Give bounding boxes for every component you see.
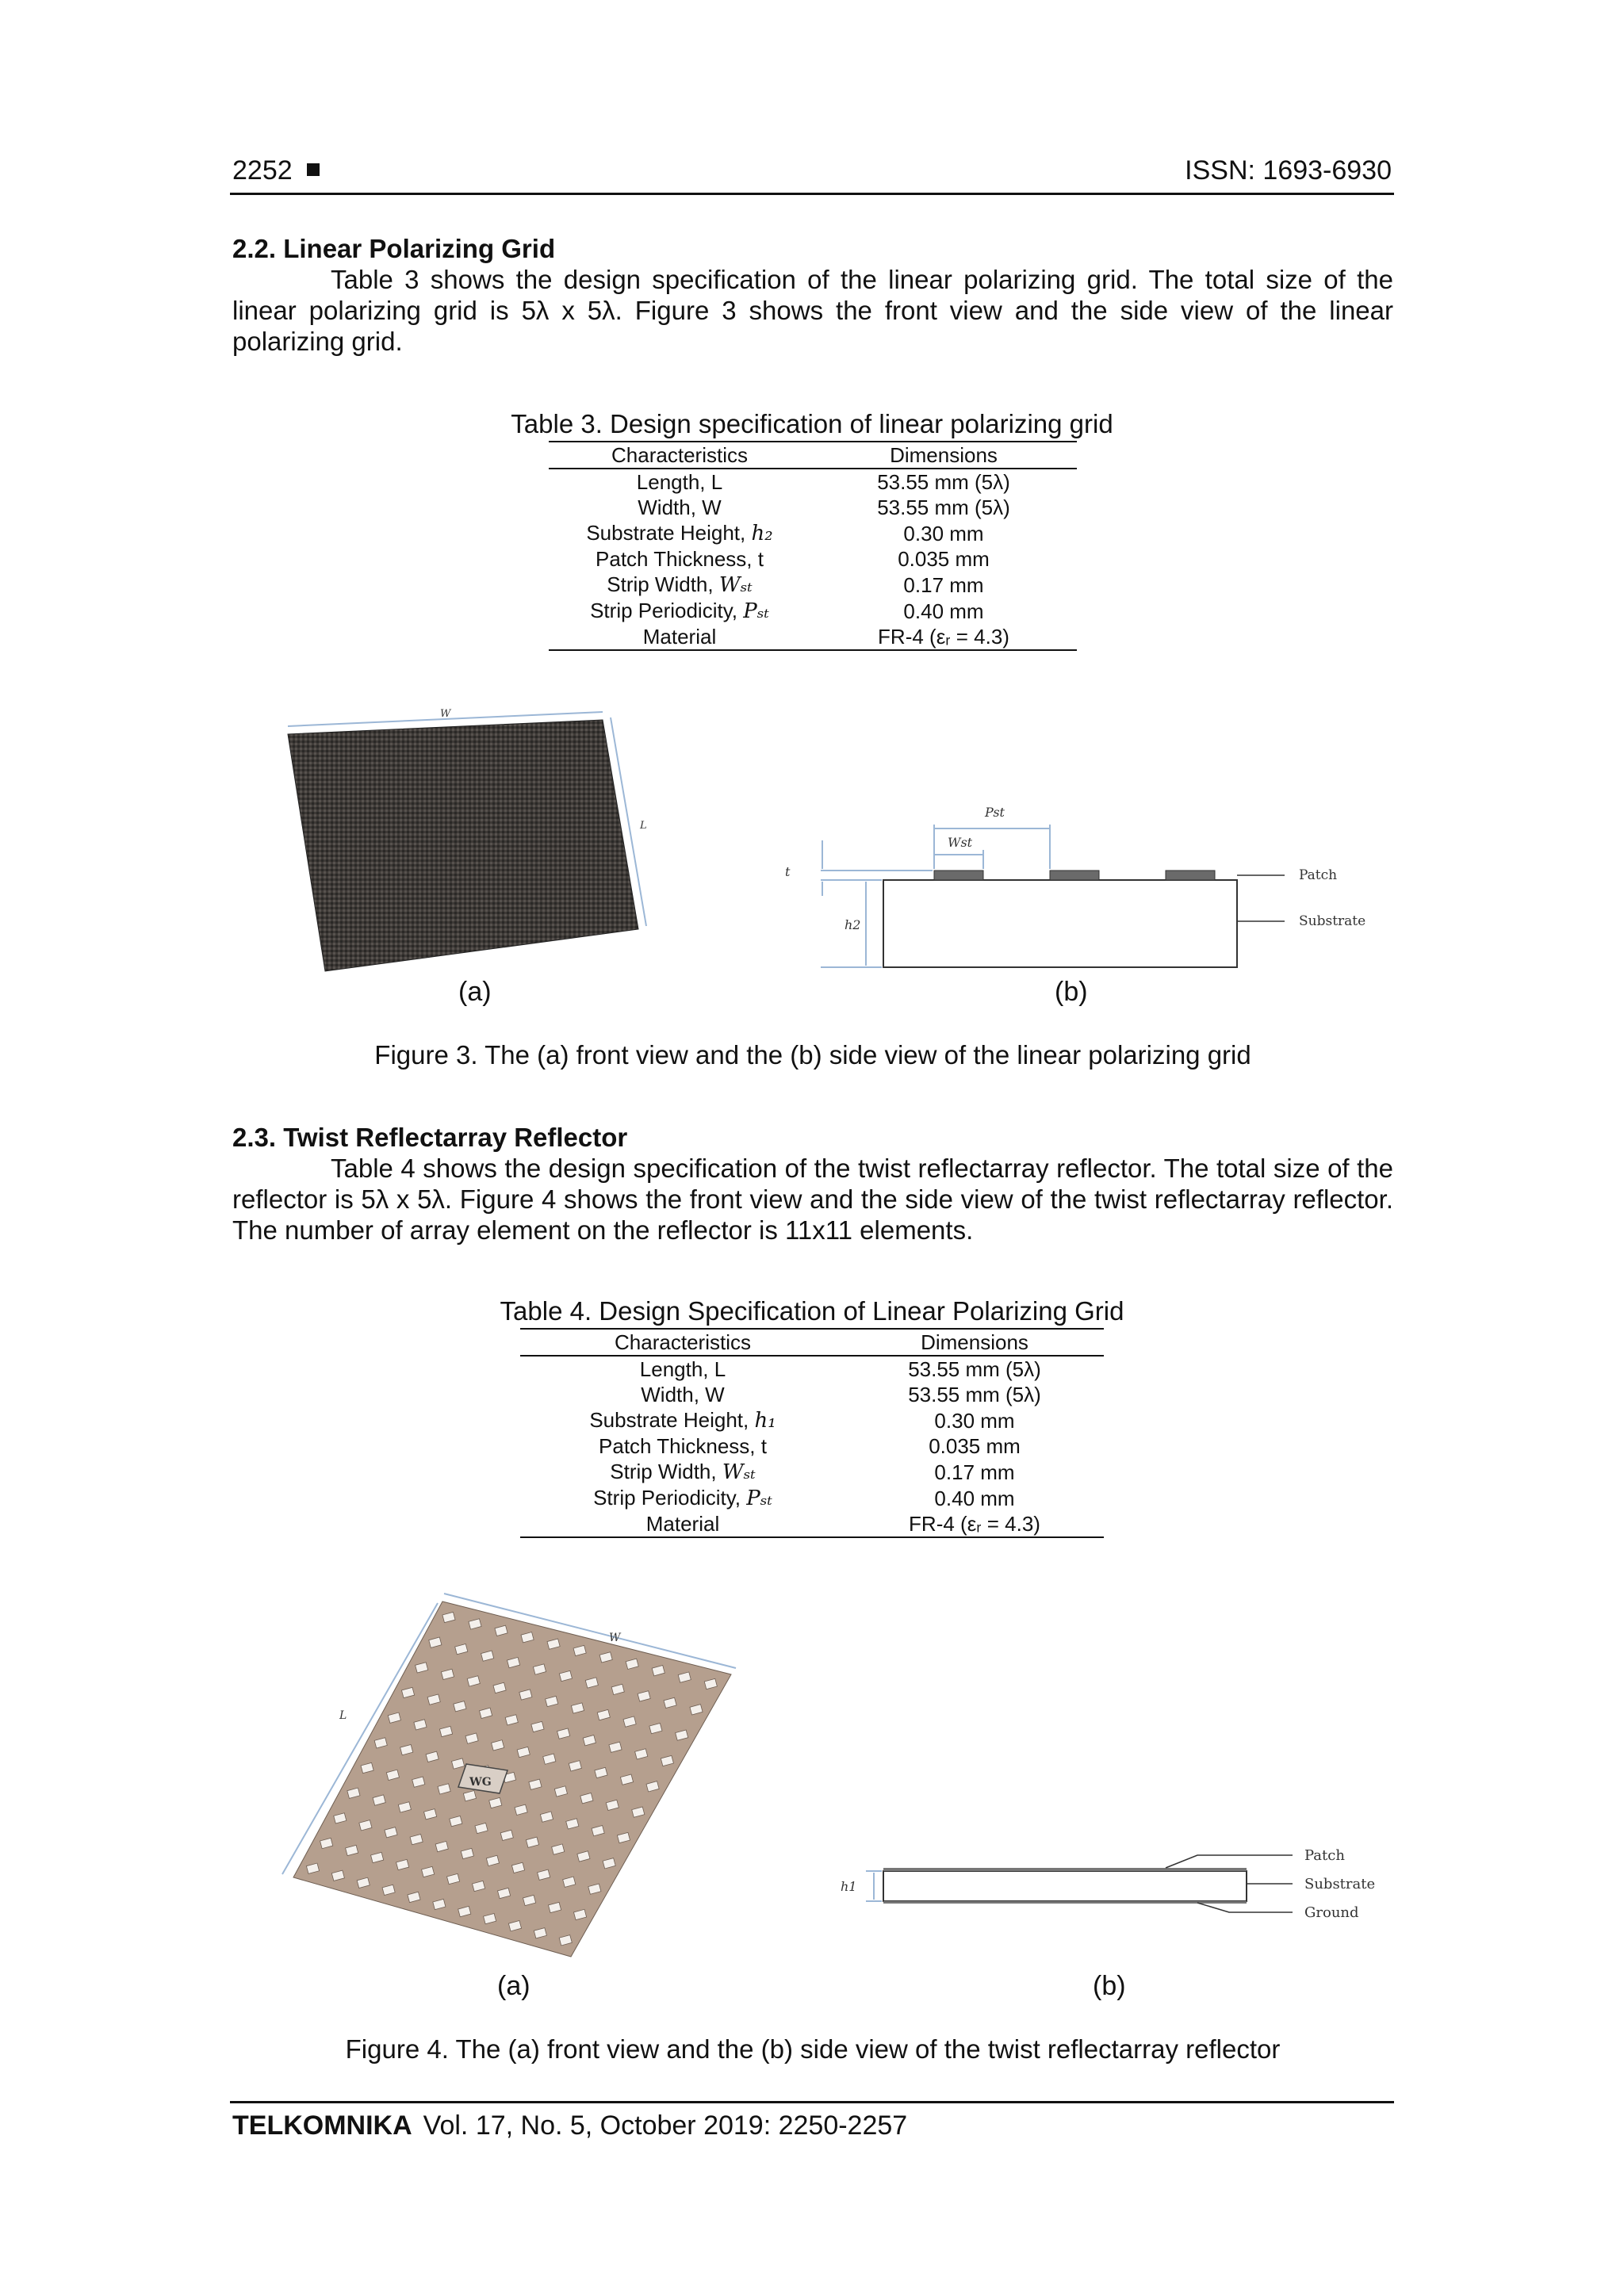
table3-cell-dim: 53.55 mm (5λ): [877, 496, 1010, 519]
table4-cell-char: Width, W: [641, 1383, 725, 1406]
section-2-2-paragraph: Table 3 shows the design specification of the linear polarizing grid. The total size of the linear polarizing grid is 5λ x 5λ. Figure 3 shows the front view and the side view of the linear polarizing grid.: [232, 265, 1393, 356]
substrate-label: Substrate: [1304, 1876, 1376, 1892]
table-row: [549, 598, 1077, 624]
length-label: L: [339, 1709, 347, 1722]
table4: [520, 1328, 1104, 1538]
table4-cell-dim: 53.55 mm (5λ): [908, 1383, 1041, 1406]
patch-label: Patch: [1304, 1847, 1345, 1864]
table4-header-characteristics: Characteristics: [520, 1329, 845, 1356]
table4-cell-char: Substrate Height, h₁: [589, 1408, 776, 1433]
table3-cell-dim: 0.30 mm: [903, 521, 984, 545]
wst-label: Wst: [948, 835, 973, 850]
figure3-side-view: [777, 793, 1380, 983]
table3-cell-char: Substrate Height, h₂: [586, 521, 773, 545]
t-label: t: [785, 864, 791, 879]
figure3-label-b: (b): [1055, 977, 1088, 1007]
table3-cell-dim: FR-4 (εᵣ = 4.3): [810, 624, 1077, 650]
patch-leader-line: [1166, 1855, 1293, 1868]
table4-cell-dim: 0.40 mm: [934, 1486, 1015, 1510]
table3-cell-char: Material: [549, 624, 810, 650]
table3-cell-dim: 53.55 mm (5λ): [877, 470, 1010, 494]
figure4-label-a: (a): [497, 1971, 530, 2001]
square-bullet-icon: [307, 163, 320, 176]
table-row: [520, 1511, 1104, 1537]
table-row: [549, 572, 1077, 598]
table4-cell-char: Strip Periodicity, Pₛₜ: [593, 1486, 772, 1510]
width-label: W: [609, 1632, 621, 1644]
table3-cell-char: Length, L: [636, 470, 723, 494]
figure4-label-b: (b): [1093, 1971, 1126, 2001]
table3-cell-char: Patch Thickness, t: [596, 547, 764, 571]
table4-caption: Table 4. Design Specification of Linear Polarizing Grid: [500, 1296, 1124, 1326]
table-row: [520, 1382, 1104, 1407]
table3-cell-char: Strip Periodicity, Pₛₜ: [590, 599, 769, 623]
patch-strip: [1166, 871, 1215, 880]
patch-strip: [1050, 871, 1099, 880]
footer-citation: TELKOMNIKA Vol. 17, No. 5, October 2019: 2250-2257: [232, 2110, 908, 2141]
table4-cell-dim: 0.17 mm: [934, 1460, 1015, 1484]
table-row: [549, 520, 1077, 546]
table3-cell-char: Strip Width, Wₛₜ: [607, 572, 753, 597]
table3-header-characteristics: Characteristics: [549, 442, 810, 469]
figure3-front-view: [274, 698, 670, 983]
figure3-label-a: (a): [458, 977, 492, 1007]
table4-header-dimensions: Dimensions: [845, 1329, 1104, 1356]
table3-cell-dim: 0.17 mm: [903, 572, 984, 597]
table-row: [520, 1485, 1104, 1511]
section-heading-2-2: 2.2. Linear Polarizing Grid: [232, 234, 556, 263]
figure4-front-view: [254, 1586, 745, 1966]
ground-leader-line: [1197, 1903, 1293, 1912]
table4-cell-dim: 0.035 mm: [929, 1434, 1021, 1458]
figure4-caption: Figure 4. The (a) front view and the (b) side view of the twist reflectarray reflector: [345, 2034, 1281, 2064]
table3-cell-char: Width, W: [638, 496, 722, 519]
table-row: [549, 546, 1077, 572]
table3: [549, 441, 1077, 651]
table3-cell-dim: 0.40 mm: [903, 599, 984, 623]
table4-cell-dim: 0.30 mm: [934, 1408, 1015, 1433]
table-row: [520, 1459, 1104, 1485]
h1-label: h1: [841, 1879, 857, 1894]
table4-cell-dim: FR-4 (εᵣ = 4.3): [845, 1511, 1104, 1537]
footer-rule: [230, 2101, 1394, 2103]
table-row: [549, 495, 1077, 520]
issn: ISSN: 1693-6930: [1185, 155, 1392, 186]
table-row: [549, 469, 1077, 495]
header-rule: [230, 193, 1394, 195]
substrate-block: [883, 1871, 1247, 1901]
figure4-side-view: [817, 1823, 1388, 1934]
wg-label: WG: [469, 1776, 492, 1789]
table3-cell-dim: 0.035 mm: [898, 547, 990, 571]
pst-label: Pst: [985, 805, 1005, 820]
patch-strip: [934, 871, 983, 880]
ground-label: Ground: [1304, 1904, 1359, 1921]
table4-cell-char: Strip Width, Wₛₜ: [610, 1460, 756, 1484]
substrate-block: [883, 880, 1237, 967]
table-row: [520, 1433, 1104, 1459]
width-label: W: [440, 708, 451, 720]
table3-header-dimensions: Dimensions: [810, 442, 1077, 469]
section-2-3-paragraph: Table 4 shows the design specification of the twist reflectarray reflector. The total size of the reflector is 5λ x 5λ. Figure 4 shows the front view and the side view of the twist reflectarray reflector. The number of array element on the reflector is 11x11 elements.: [232, 1154, 1393, 1245]
table4-cell-dim: 53.55 mm (5λ): [908, 1357, 1041, 1381]
table-row: [549, 624, 1077, 650]
substrate-label: Substrate: [1299, 913, 1366, 929]
section-heading-2-3: 2.3. Twist Reflectarray Reflector: [232, 1123, 628, 1152]
table-row: [520, 1356, 1104, 1382]
table-row: [520, 1407, 1104, 1433]
length-label: L: [640, 820, 647, 832]
table4-cell-char: Length, L: [639, 1357, 726, 1381]
polarizing-grid-panel: [288, 720, 638, 971]
table4-cell-char: Material: [520, 1511, 845, 1537]
h2-label: h2: [845, 917, 861, 932]
figure3-caption: Figure 3. The (a) front view and the (b) side view of the linear polarizing grid: [374, 1040, 1251, 1070]
table3-caption: Table 3. Design specification of linear polarizing grid: [511, 409, 1113, 438]
page-number: 2252: [232, 155, 320, 186]
table4-cell-char: Patch Thickness, t: [599, 1434, 767, 1458]
patch-label: Patch: [1299, 867, 1338, 883]
ground-layer: [883, 1901, 1247, 1904]
patch-layer: [883, 1868, 1247, 1871]
